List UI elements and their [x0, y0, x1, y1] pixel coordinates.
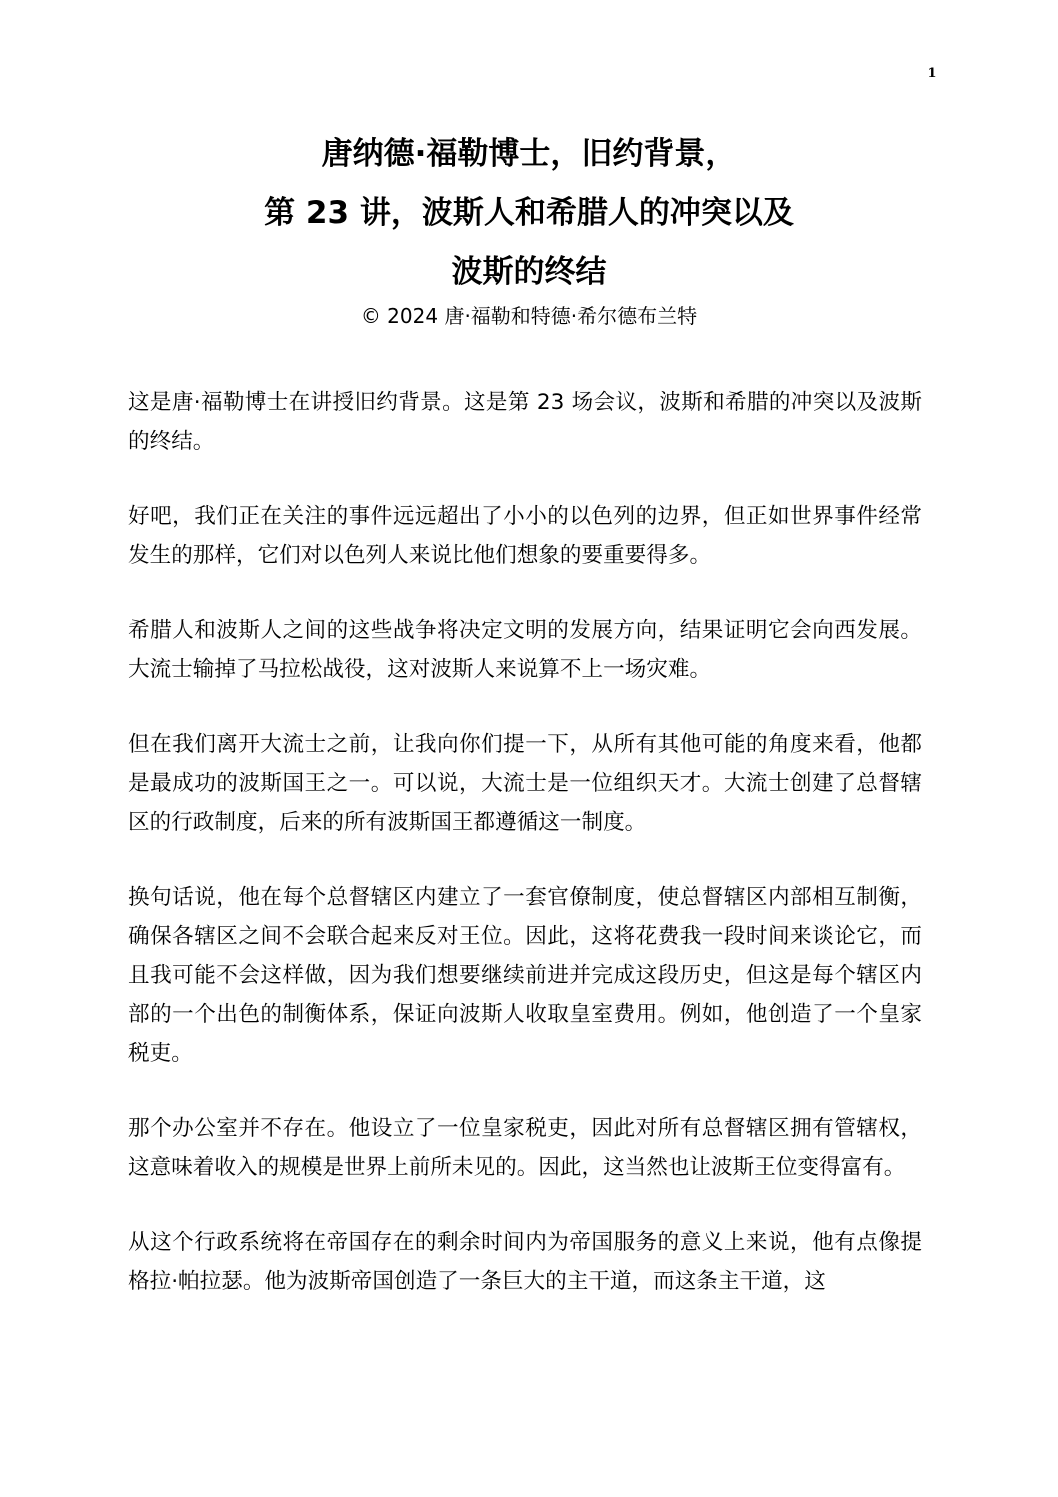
paragraph-6: 那个办公室并不存在。他设立了一位皇家税吏，因此对所有总督辖区拥有管辖权，这意味着收入的规模是世界上前所未见的。因此，这当然也让波斯王位变得富有。: [128, 1116, 922, 1180]
title-line-3: 波斯的终结: [451, 254, 607, 290]
title-line-2: 第 23 讲，波斯人和希腊人的冲突以及: [264, 195, 794, 231]
document-title-block: [110, 134, 948, 331]
paragraph-1: 这是唐·福勒博士在讲授旧约背景。这是第 23 场会议，波斯和希腊的冲突以及波斯的终结。: [128, 390, 922, 454]
paragraph-5: 换句话说，他在每个总督辖区内建立了一套官僚制度，使总督辖区内部相互制衡，确保各辖区之间不会联合起来反对王位。因此，这将花费我一段时间来谈论它，而且我可能不会这样做，因为我们想要继续前进并完成这段历史，但这是每个辖区内部的一个出色的制衡体系，保证向波斯人收取皇室费用。例如，他创造了一个皇家税吏。: [128, 885, 922, 1066]
paragraph-3: 希腊人和波斯人之间的这些战争将决定文明的发展方向，结果证明它会向西发展。大流士输掉了马拉松战役，这对波斯人来说算不上一场灾难。: [128, 618, 922, 682]
copyright-line: © 2024 唐·福勒和特德·希尔德布兰特: [360, 304, 698, 328]
paragraph-2: 好吧，我们正在关注的事件远远超出了小小的以色列的边界，但正如世界事件经常发生的那样，它们对以色列人来说比他们想象的要重要得多。: [128, 504, 922, 568]
title-line-1: 唐纳德·福勒博士，旧约背景，: [321, 136, 737, 172]
paragraph-4: 但在我们离开大流士之前，让我向你们提一下，从所有其他可能的角度来看，他都是最成功的波斯国王之一。可以说，大流士是一位组织天才。大流士创建了总督辖区的行政制度，后来的所有波斯国王都遵循这一制度。: [128, 732, 922, 835]
page-number: 1: [927, 66, 937, 81]
document-body: [128, 383, 922, 1301]
paragraph-7: 从这个行政系统将在帝国存在的剩余时间内为帝国服务的意义上来说，他有点像提格拉·帕拉瑟。他为波斯帝国创造了一条巨大的主干道，而这条主干道，这: [128, 1230, 922, 1294]
